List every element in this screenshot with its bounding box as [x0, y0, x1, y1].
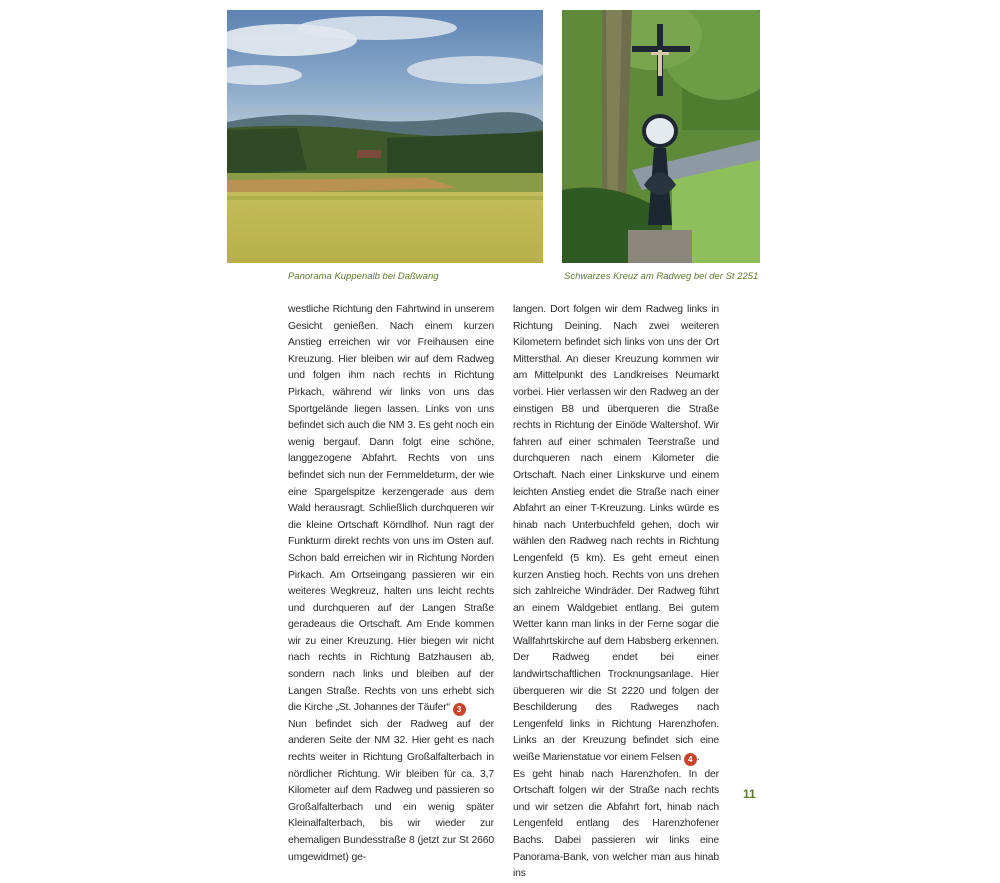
photo-caption-right: Schwarzes Kreuz am Radweg bei der St 2251 [564, 271, 759, 282]
paragraph-text: westliche Richtung den Fahrtwind in unserem Gesicht genießen. Nach einem kurzen Anstieg erreichen wir vor Freihausen eine Kreuzung. Hier bleiben wir auf dem Radweg und folgen ihm nach rechts in Richtung Pirkach, während wir links von uns das Sportgelände liegen lassen. Links von uns befindet sich auch die NM 3. Es geht noch ein wenig bergauf. Dann folgt eine schöne, langgezogene Abfahrt. Rechts von uns befindet sich nun der Fernmeldeturm, der wie eine Spargelspitze kerzengerade aus dem Wald herausragt. Schließlich durchqueren wir die kleine Ortschaft Körndlhof. Nun ragt der Funkturm direkt rechts von uns im Osten auf. Schon bald erreichen wir in Richtung Norden Pirkach. Am Ortseingang passieren wir ein weiteres Wegkreuz, halten uns leicht rechts und durchqueren auf der Langen Straße geradeaus die Ortschaft. Am Ende kommen wir zu einer Kreuzung. Hier biegen wir nicht nach rechts in Richtung Batzhausen ab, sondern nach links und bleiben auf der Langen Straße. Rechts von uns erhebt sich die Kirche „St. Johannes der Täufer“ [288, 304, 494, 714]
paragraph: Nun befindet sich der Radweg auf der anderen Seite der NM 32. Hier geht es nach rechts weiter in Richtung Großalfalterbach in nördlicher Richtung. Wir bleiben für ca. 3,7 Kilometer auf dem Radweg und passieren so Großalfalterbach und ein wenig später Kleinalfalterbach, bis wir wieder zur ehemaligen Bundesstraße 8 (jetzt zur St 2660 umgewidmet) ge- [288, 718, 494, 863]
page-number: 11 [743, 787, 756, 801]
panorama-photo [227, 10, 543, 263]
route-marker-3: 3 [453, 703, 466, 716]
text-column-left [288, 302, 494, 866]
paragraph-text: langen. Dort folgen wir dem Radweg links in Richtung Deining. Nach zwei weiteren Kilometern befindet sich links von uns der Ort Mittersthal. An dieser Kreuzung kommen wir am Mittelpunkt des Landkreises Neumarkt vorbei. Hier verlassen wir den Radweg an der einstigen B8 und überqueren die Straße rechts in Richtung der Einöde Waltershof. Wir fahren auf einer schmalen Teerstraße und durchqueren nach einem Kilometer die Ortschaft. Nach einer Linkskurve und einem leichten Anstieg endet die Straße nach einer Abfahrt an einer T-Kreuzung. Links würde es hinab nach Unterbuchfeld gehen, doch wir wählen den Radweg nach rechts in Richtung Lengenfeld (5 km). Es geht erneut einen kurzen Anstieg hoch. Rechts von uns drehen sich zahlreiche Windräder. Der Radweg führt an einem Waldgebiet entlang. Bei gutem Wetter kann man links in der Ferne sogar die Wallfahrtskirche auf dem Habsberg erkennen. Der Radweg endet bei einer landwirtschaftlichen Trocknungsanlage. Hier überqueren wir die St 2220 und folgen der Beschilderung des Radweges nach Lengenfeld links in Richtung Harenzhofen. Links an der Kreuzung befindet sich eine weiße Marienstatue vor einem Felsen [513, 304, 719, 764]
photo-caption-left: Panorama Kuppenalb bei Daßwang [288, 271, 439, 282]
route-marker-4: 4 [684, 753, 697, 766]
paragraph: langen. Dort folgen wir dem Radweg links in Richtung Deining. Nach zwei weiteren Kilometern befindet sich links von uns der Ort Mittersthal. An dieser Kreuzung kommen wir am Mittelpunkt des Landkreises Neumarkt vorbei. Hier verlassen wir den Radweg an der einstigen B8 und überqueren die Straße rechts in Richtung der Einöde Waltershof. Wir fahren auf einer schmalen Teerstraße und durchqueren nach einem Kilometer die Ortschaft. Nach einer Linkskurve und einem leichten Anstieg endet die Straße nach einer Abfahrt an einer T-Kreuzung. Links würde es hinab nach Unterbuchfeld gehen, doch wir wählen den Radweg nach rechts in Richtung Lengenfeld (5 km). Es geht erneut einen kurzen Anstieg hoch. Rechts von uns drehen sich zahlreiche Windräder. Der Radweg führt an einem Waldgebiet entlang. Bei gutem Wetter kann man links in der Ferne sogar die Wallfahrtskirche auf dem Habsberg erkennen. Der Radweg endet bei einer landwirtschaftlichen Trocknungsanlage. Hier überqueren wir die St 2220 und folgen der Beschilderung des Radweges nach Lengenfeld links in Richtung Harenzhofen. Links an der Kreuzung befindet sich eine weiße Marienstatue vor einem Felsen 4 . [513, 304, 719, 765]
paragraph: Es geht hinab nach Harenzhofen. In der Ortschaft folgen wir der Straße nach rechts und wir setzen die Abfahrt fort, hinab nach Lengenfeld entlang des Harenzhofener Bachs. Dabei passieren wir links eine Panorama-Bank, von welcher man aus hinab ins [513, 768, 719, 880]
text-column-right [513, 302, 719, 883]
paragraph [288, 302, 494, 717]
wayside-cross-photo [562, 10, 760, 263]
